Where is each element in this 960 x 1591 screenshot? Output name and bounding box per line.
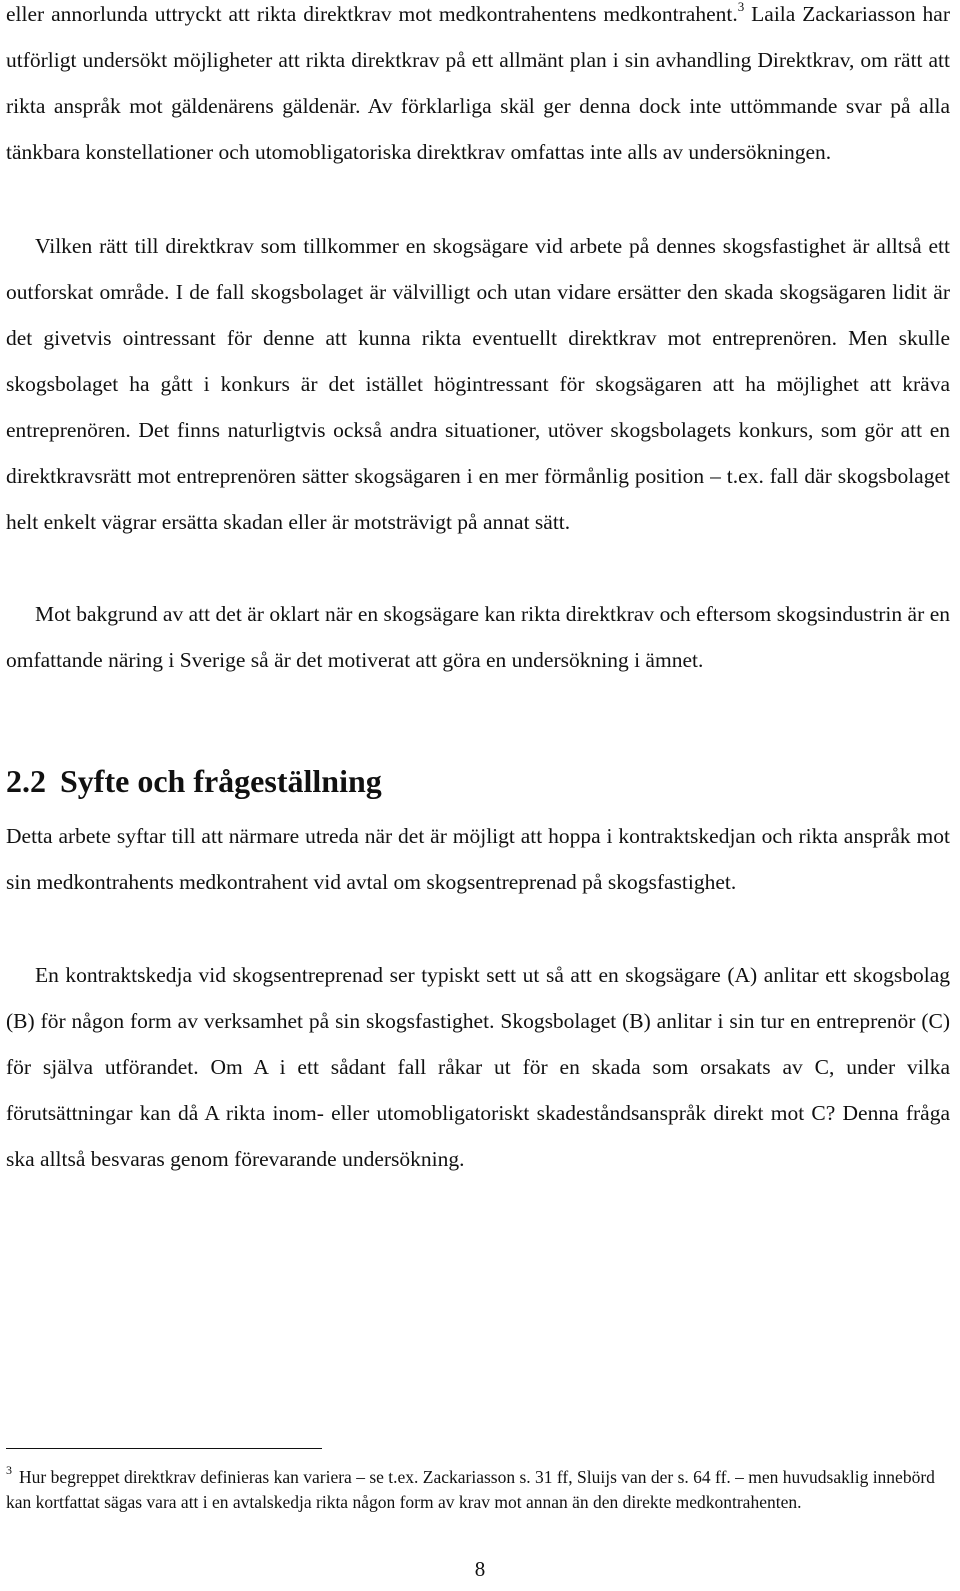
paragraph-4: Detta arbete syftar till att närmare utreda när det är möjligt att hoppa i kontraktskedjan och rikta anspråk mot sin medkontrahents medkontrahent vid avtal om skogsentreprenad på skogsfastighet. bbox=[6, 824, 950, 894]
paragraph-1-continuation: Laila Zackariasson har utförligt undersökt möjligheter att rikta direktkrav på ett allmänt plan i sin avhandling Direktkrav, om rätt att rikta anspråk mot gäldenärens gäldenär. Av förklarliga skäl ger denna dock inte uttömmande svar på alla tänkbara konstellationer och utomobligatoriska direktkrav omfattas inte alls av undersökningen. bbox=[6, 2, 951, 164]
paragraph-1 bbox=[6, 0, 950, 175]
section-number: 2.2 bbox=[6, 763, 46, 799]
footnote-text: Hur begreppet direktkrav definieras kan variera – se t.ex. Zackariasson s. 31 ff, Sluijs van der s. 64 ff. – men huvudsaklig innebörd kan kortfattat sägas vara att i en avtalskedja rikta någon form av krav mot annan än den direkte medkontrahenten. bbox=[6, 1467, 935, 1512]
section-heading bbox=[6, 758, 382, 804]
paragraph-1-text: eller annorlunda uttryckt att rikta direktkrav mot medkontrahentens medkontrahent. bbox=[6, 2, 738, 26]
footnote-marker: 3 bbox=[6, 1463, 12, 1478]
footnote-divider bbox=[6, 1448, 322, 1449]
paragraph-3: Mot bakgrund av att det är oklart när en skogsägare kan rikta direktkrav och eftersom skogsindustrin är en omfattande näring i Sverige så är det motiverat att göra en undersökning i ämnet. bbox=[6, 602, 950, 672]
paragraph-5: En kontraktskedja vid skogsentreprenad ser typiskt sett ut så att en skogsägare (A) anlitar ett skogsbolag (B) för någon form av verksamhet på sin skogsfastighet. Skogsbolaget (B) anlitar i sin tur en entreprenör (C) för själva utförandet. Om A i ett sådant fall råkar ut för en skada som orsakats av C, under vilka förutsättningar kan då A rikta inom- eller utomobligatoriskt skadeståndsanspråk direkt mot C? Denna fråga ska alltså besvaras genom förevarande undersökning. bbox=[6, 963, 950, 1171]
footnote bbox=[6, 1465, 936, 1515]
footnote-reference[interactable]: 3 bbox=[737, 0, 745, 14]
section-title: Syfte och frågeställning bbox=[60, 763, 382, 799]
page-number: 8 bbox=[474, 1557, 486, 1581]
paragraph-2: Vilken rätt till direktkrav som tillkommer en skogsägare vid arbete på dennes skogsfastighet är alltså ett outforskat område. I de fall skogsbolaget är välvilligt och utan vidare ersätter den skada skogsägaren lidit är det givetvis ointressant för denne att kunna rikta eventuellt direktkrav mot entreprenören. Men skulle skogsbolaget ha gått i konkurs är det istället högintressant för skogsägaren att ha möjlighet att kräva entreprenören. Det finns naturligtvis också andra situationer, utöver skogsbolagets konkurs, som gör att en direktkravsrätt mot entreprenören sätter skogsägaren i en mer förmånlig position – t.ex. fall där skogsbolaget helt enkelt vägrar ersätta skadan eller är motsträvigt på annat sätt. bbox=[6, 234, 950, 534]
